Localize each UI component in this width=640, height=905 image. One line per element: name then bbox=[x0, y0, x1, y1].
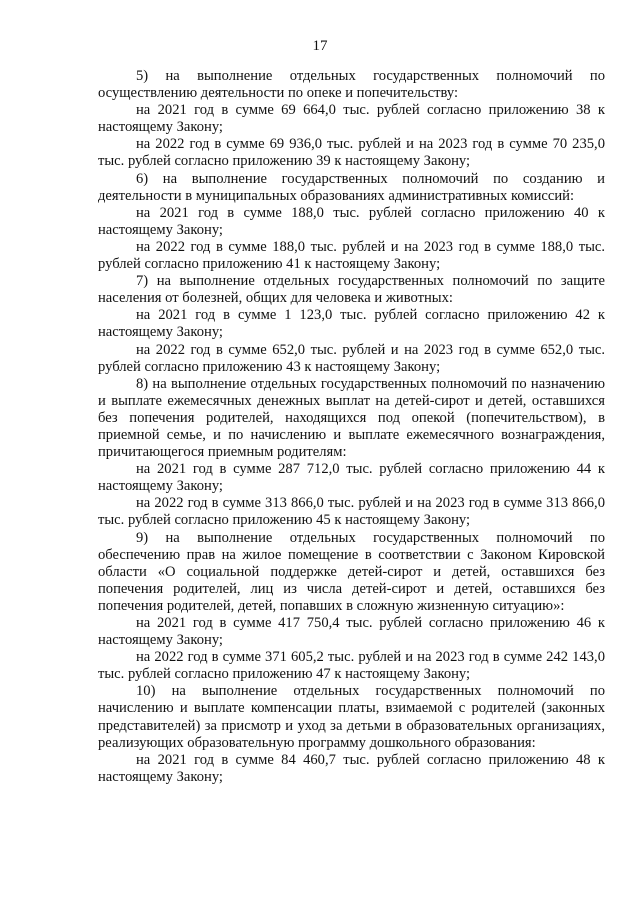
paragraph-item-6-2021: на 2021 год в сумме 188,0 тыс. рублей согласно приложению 40 к настоящему Закону; bbox=[98, 204, 605, 238]
paragraph-item-6-heading: 6) на выполнение государственных полномочий по созданию и деятельности в муниципальных образованиях административных комиссий: bbox=[98, 170, 605, 204]
paragraph-item-8-2021: на 2021 год в сумме 287 712,0 тыс. рублей согласно приложению 44 к настоящему Закону; bbox=[98, 461, 605, 495]
paragraph-item-5-2021: на 2021 год в сумме 69 664,0 тыс. рублей согласно приложению 38 к настоящему Закону; bbox=[98, 102, 605, 136]
paragraph-item-10-heading: 10) на выполнение отдельных государственных полномочий по начислению и выплате компенсации платы, взимаемой с родителей (законных представителей) за присмотр и уход за детьми в образовательных организациях, реализующих образовательную программу дошкольного образования: bbox=[98, 683, 605, 751]
document-body bbox=[98, 68, 605, 786]
paragraph-item-6-2022-2023: на 2022 год в сумме 188,0 тыс. рублей и на 2023 год в сумме 188,0 тыс. рублей согласно приложению 41 к настоящему Закону; bbox=[98, 238, 605, 273]
paragraph-item-7-2021: на 2021 год в сумме 1 123,0 тыс. рублей согласно приложению 42 к настоящему Закону; bbox=[98, 307, 605, 341]
paragraph-item-9-2022-2023: на 2022 год в сумме 371 605,2 тыс. рублей и на 2023 год в сумме 242 143,0 тыс. рублей согласно приложению 47 к настоящему Закону; bbox=[98, 649, 605, 683]
paragraph-item-7-2022-2023: на 2022 год в сумме 652,0 тыс. рублей и на 2023 год в сумме 652,0 тыс. рублей согласно приложению 43 к настоящему Закону; bbox=[98, 341, 605, 375]
paragraph-item-9-heading: 9) на выполнение отдельных государственных полномочий по обеспечению прав на жилое помещение в соответствии с Законом Кировской области «О социальной поддержке детей-сирот и детей, оставшихся без попечения родителей, лиц из числа детей-сирот и детей, оставшихся без попечения родителей, детей, попавших в сложную жизненную ситуацию»: bbox=[98, 529, 605, 614]
page-number: 17 bbox=[312, 38, 328, 54]
paragraph-item-9-2021: на 2021 год в сумме 417 750,4 тыс. рублей согласно приложению 46 к настоящему Закону; bbox=[98, 615, 605, 649]
paragraph-item-5-heading: 5) на выполнение отдельных государственных полномочий по осуществлению деятельности по опеке и попечительству: bbox=[98, 68, 605, 102]
paragraph-item-8-heading: 8) на выполнение отдельных государственных полномочий по назначению и выплате ежемесячных денежных выплат на детей-сирот и детей, оставшихся без попечения родителей, находящихся под опекой (попечительством), в приемной семье, и по начислению и выплате ежемесячного вознаграждения, причитающегося приемным родителям: bbox=[98, 375, 605, 461]
paragraph-item-10-2021: на 2021 год в сумме 84 460,7 тыс. рублей согласно приложению 48 к настоящему Закону; bbox=[98, 751, 605, 785]
paragraph-item-8-2022-2023: на 2022 год в сумме 313 866,0 тыс. рублей и на 2023 год в сумме 313 866,0 тыс. рублей согласно приложению 45 к настоящему Закону; bbox=[98, 495, 605, 529]
paragraph-item-7-heading: 7) на выполнение отдельных государственных полномочий по защите населения от болезней, общих для человека и животных: bbox=[98, 273, 605, 307]
paragraph-item-5-2022-2023: на 2022 год в сумме 69 936,0 тыс. рублей и на 2023 год в сумме 70 235,0 тыс. рублей согласно приложению 39 к настоящему Закону; bbox=[98, 136, 605, 170]
